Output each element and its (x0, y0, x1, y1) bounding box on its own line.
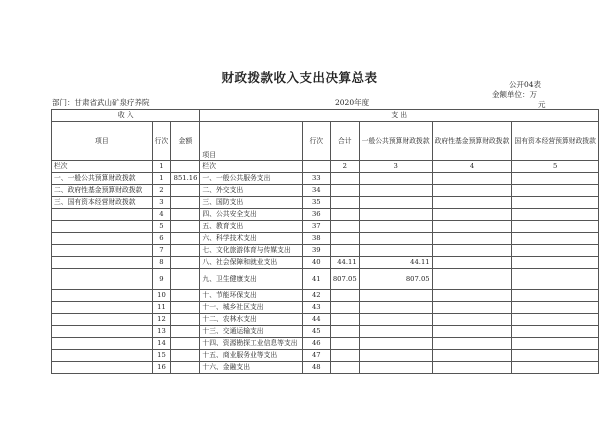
income-line-no: 7 (152, 245, 171, 257)
soe-budget-amount (512, 302, 599, 314)
total-header: 合计 (330, 122, 359, 161)
expenditure-line-no: 45 (302, 326, 330, 338)
income-amount (171, 209, 200, 221)
income-item (52, 302, 153, 314)
table-row (52, 209, 599, 221)
fund-budget-amount (432, 257, 512, 269)
fiscal-year: 2020年度 (335, 98, 370, 107)
income-line-no: 8 (152, 257, 171, 269)
fund-budget-amount (432, 362, 512, 374)
table-row (52, 269, 599, 290)
expenditure-item: 十六、金融支出 (200, 362, 302, 374)
income-line-no: 1 (152, 173, 171, 185)
fund-budget-amount (432, 326, 512, 338)
soe-budget-amount (512, 350, 599, 362)
group-header-row (52, 110, 599, 122)
total-amount (330, 314, 359, 326)
table-row (52, 362, 599, 374)
general-budget-amount (359, 209, 432, 221)
income-amount (171, 185, 200, 197)
expenditure-item: 二、外交支出 (200, 185, 302, 197)
expenditure-item: 十二、农林水支出 (200, 314, 302, 326)
budget-summary-table (51, 109, 599, 374)
income-item: 三、国有资本经营财政拨款 (52, 197, 153, 209)
income-item (52, 362, 153, 374)
unit-label: 金额单位：万 (492, 90, 537, 99)
expenditure-item: 十三、交通运输支出 (200, 326, 302, 338)
soe-budget-amount (512, 257, 599, 269)
general-budget-amount (359, 326, 432, 338)
soe-budget-amount (512, 233, 599, 245)
income-group-header: 收 入 (52, 110, 200, 122)
expenditure-line-no: 36 (302, 209, 330, 221)
income-item (52, 257, 153, 269)
income-amount: 851.16 (171, 173, 200, 185)
table-row (52, 314, 599, 326)
expenditure-group-header: 支 出 (200, 110, 599, 122)
table-row (52, 302, 599, 314)
soe-budget-amount (512, 185, 599, 197)
income-amount (171, 302, 200, 314)
income-line-no: 4 (152, 209, 171, 221)
total-amount (330, 302, 359, 314)
expenditure-line-no: 47 (302, 350, 330, 362)
column-index-5: 5 (512, 161, 599, 173)
soe-budget-amount (512, 221, 599, 233)
expenditure-line-no: 33 (302, 173, 330, 185)
soe-budget-header: 国有资本经营预算财政拨款 (512, 122, 599, 161)
income-amount (171, 362, 200, 374)
income-line-header: 行次 (152, 122, 171, 161)
total-amount: 44.11 (330, 257, 359, 269)
form-number: 公开04表 (508, 80, 541, 89)
expenditure-item: 八、社会保障和就业支出 (200, 257, 302, 269)
expenditure-item: 六、科学技术支出 (200, 233, 302, 245)
income-line-no: 2 (152, 185, 171, 197)
income-item (52, 209, 153, 221)
income-line-no: 13 (152, 326, 171, 338)
department-name: 部门：甘肃省武山矿泉疗养院 (52, 98, 150, 107)
fund-budget-amount (432, 338, 512, 350)
income-amount (171, 290, 200, 302)
income-item (52, 314, 153, 326)
income-item: 二、政府性基金预算财政拨款 (52, 185, 153, 197)
fund-budget-amount (432, 233, 512, 245)
total-amount (330, 209, 359, 221)
soe-budget-amount (512, 245, 599, 257)
soe-budget-amount (512, 269, 599, 290)
general-budget-amount: 44.11 (359, 257, 432, 269)
general-budget-amount (359, 302, 432, 314)
table-row (52, 221, 599, 233)
table-row (52, 245, 599, 257)
soe-budget-amount (512, 173, 599, 185)
income-amount-header: 金额 (171, 122, 200, 161)
expenditure-line-no: 40 (302, 257, 330, 269)
soe-budget-amount (512, 362, 599, 374)
income-amount (171, 221, 200, 233)
income-item (52, 233, 153, 245)
income-amount (171, 257, 200, 269)
expenditure-line-no: 44 (302, 314, 330, 326)
general-budget-amount: 807.05 (359, 269, 432, 290)
income-amount (171, 314, 200, 326)
income-item (52, 326, 153, 338)
general-budget-amount (359, 173, 432, 185)
income-item (52, 290, 153, 302)
expenditure-line-no: 48 (302, 362, 330, 374)
income-line-no: 3 (152, 197, 171, 209)
general-budget-amount (359, 197, 432, 209)
total-amount (330, 233, 359, 245)
expenditure-line-no: 39 (302, 245, 330, 257)
expenditure-item: 三、国防支出 (200, 197, 302, 209)
total-amount: 807.05 (330, 269, 359, 290)
table-row (52, 257, 599, 269)
fund-budget-amount (432, 221, 512, 233)
income-line-no: 11 (152, 302, 171, 314)
income-line-no: 6 (152, 233, 171, 245)
total-amount (330, 221, 359, 233)
income-amount (171, 269, 200, 290)
income-item (52, 350, 153, 362)
general-budget-amount (359, 245, 432, 257)
general-budget-amount (359, 314, 432, 326)
fund-budget-amount (432, 197, 512, 209)
column-index-3: 3 (359, 161, 432, 173)
expenditure-item: 五、教育支出 (200, 221, 302, 233)
soe-budget-amount (512, 290, 599, 302)
total-amount (330, 173, 359, 185)
general-budget-header: 一般公共预算财政拨款 (359, 122, 432, 161)
fund-budget-amount (432, 290, 512, 302)
expenditure-item: 十五、商业服务业等支出 (200, 350, 302, 362)
column-index-row (52, 161, 599, 173)
table-row (52, 338, 599, 350)
expenditure-item: 九、卫生健康支出 (200, 269, 302, 290)
general-budget-amount (359, 233, 432, 245)
income-amount (171, 245, 200, 257)
soe-budget-amount (512, 314, 599, 326)
general-budget-amount (359, 338, 432, 350)
income-amount (171, 338, 200, 350)
expenditure-item: 一、一般公共服务支出 (200, 173, 302, 185)
expenditure-line-no: 46 (302, 338, 330, 350)
report-title: 财政拨款收入支出决算总表 (221, 70, 378, 85)
income-item (52, 338, 153, 350)
total-amount (330, 350, 359, 362)
expenditure-line-no: 37 (302, 221, 330, 233)
income-line-no: 10 (152, 290, 171, 302)
soe-budget-amount (512, 326, 599, 338)
fund-budget-amount (432, 245, 512, 257)
expenditure-line-no: 42 (302, 290, 330, 302)
expenditure-line-no: 34 (302, 185, 330, 197)
expenditure-line-no: 35 (302, 197, 330, 209)
income-line-no: 16 (152, 362, 171, 374)
fund-budget-amount (432, 209, 512, 221)
income-line-no: 12 (152, 314, 171, 326)
soe-budget-amount (512, 209, 599, 221)
total-amount (330, 338, 359, 350)
income-amount (171, 326, 200, 338)
table-row (52, 326, 599, 338)
income-item (52, 269, 153, 290)
income-line-no: 15 (152, 350, 171, 362)
income-amount (171, 350, 200, 362)
income-line-no: 5 (152, 221, 171, 233)
fund-budget-amount (432, 350, 512, 362)
table-row (52, 173, 599, 185)
column-index-label: 栏次 (52, 161, 153, 173)
unit-value: 元 (538, 100, 546, 109)
expenditure-item: 十一、城乡社区支出 (200, 302, 302, 314)
table-row (52, 185, 599, 197)
general-budget-amount (359, 362, 432, 374)
expenditure-item: 四、公共安全支出 (200, 209, 302, 221)
column-header-row (52, 122, 599, 161)
total-amount (330, 362, 359, 374)
total-amount (330, 290, 359, 302)
expenditure-item: 十四、资源勘探工业信息等支出 (200, 338, 302, 350)
fund-budget-amount (432, 314, 512, 326)
fund-budget-amount (432, 302, 512, 314)
soe-budget-amount (512, 338, 599, 350)
income-amount (171, 233, 200, 245)
income-item: 一、一般公共预算财政拨款 (52, 173, 153, 185)
fund-budget-amount (432, 269, 512, 290)
total-amount (330, 326, 359, 338)
total-amount (330, 197, 359, 209)
income-line-no: 14 (152, 338, 171, 350)
general-budget-amount (359, 290, 432, 302)
table-row (52, 233, 599, 245)
income-item (52, 245, 153, 257)
column-index-1: 1 (152, 161, 171, 173)
expenditure-line-no: 41 (302, 269, 330, 290)
total-amount (330, 185, 359, 197)
column-index-2: 2 (330, 161, 359, 173)
expenditure-item: 十、节能环保支出 (200, 290, 302, 302)
fund-budget-header: 政府性基金预算财政拨款 (432, 122, 512, 161)
table-row (52, 290, 599, 302)
income-line-no: 9 (152, 269, 171, 290)
expenditure-line-no: 38 (302, 233, 330, 245)
total-amount (330, 245, 359, 257)
expenditure-line-no: 43 (302, 302, 330, 314)
soe-budget-amount (512, 197, 599, 209)
general-budget-amount (359, 350, 432, 362)
fund-budget-amount (432, 173, 512, 185)
expenditure-item: 七、文化旅游体育与传媒支出 (200, 245, 302, 257)
general-budget-amount (359, 185, 432, 197)
general-budget-amount (359, 221, 432, 233)
expenditure-item-header: 项目 (200, 122, 302, 161)
income-item-header: 项目 (52, 122, 153, 161)
table-row (52, 350, 599, 362)
table-row (52, 197, 599, 209)
income-amount (171, 197, 200, 209)
income-item (52, 221, 153, 233)
expenditure-line-header: 行次 (302, 122, 330, 161)
column-index-4: 4 (432, 161, 512, 173)
column-index-exp-label: 栏次 (200, 161, 302, 173)
fund-budget-amount (432, 185, 512, 197)
